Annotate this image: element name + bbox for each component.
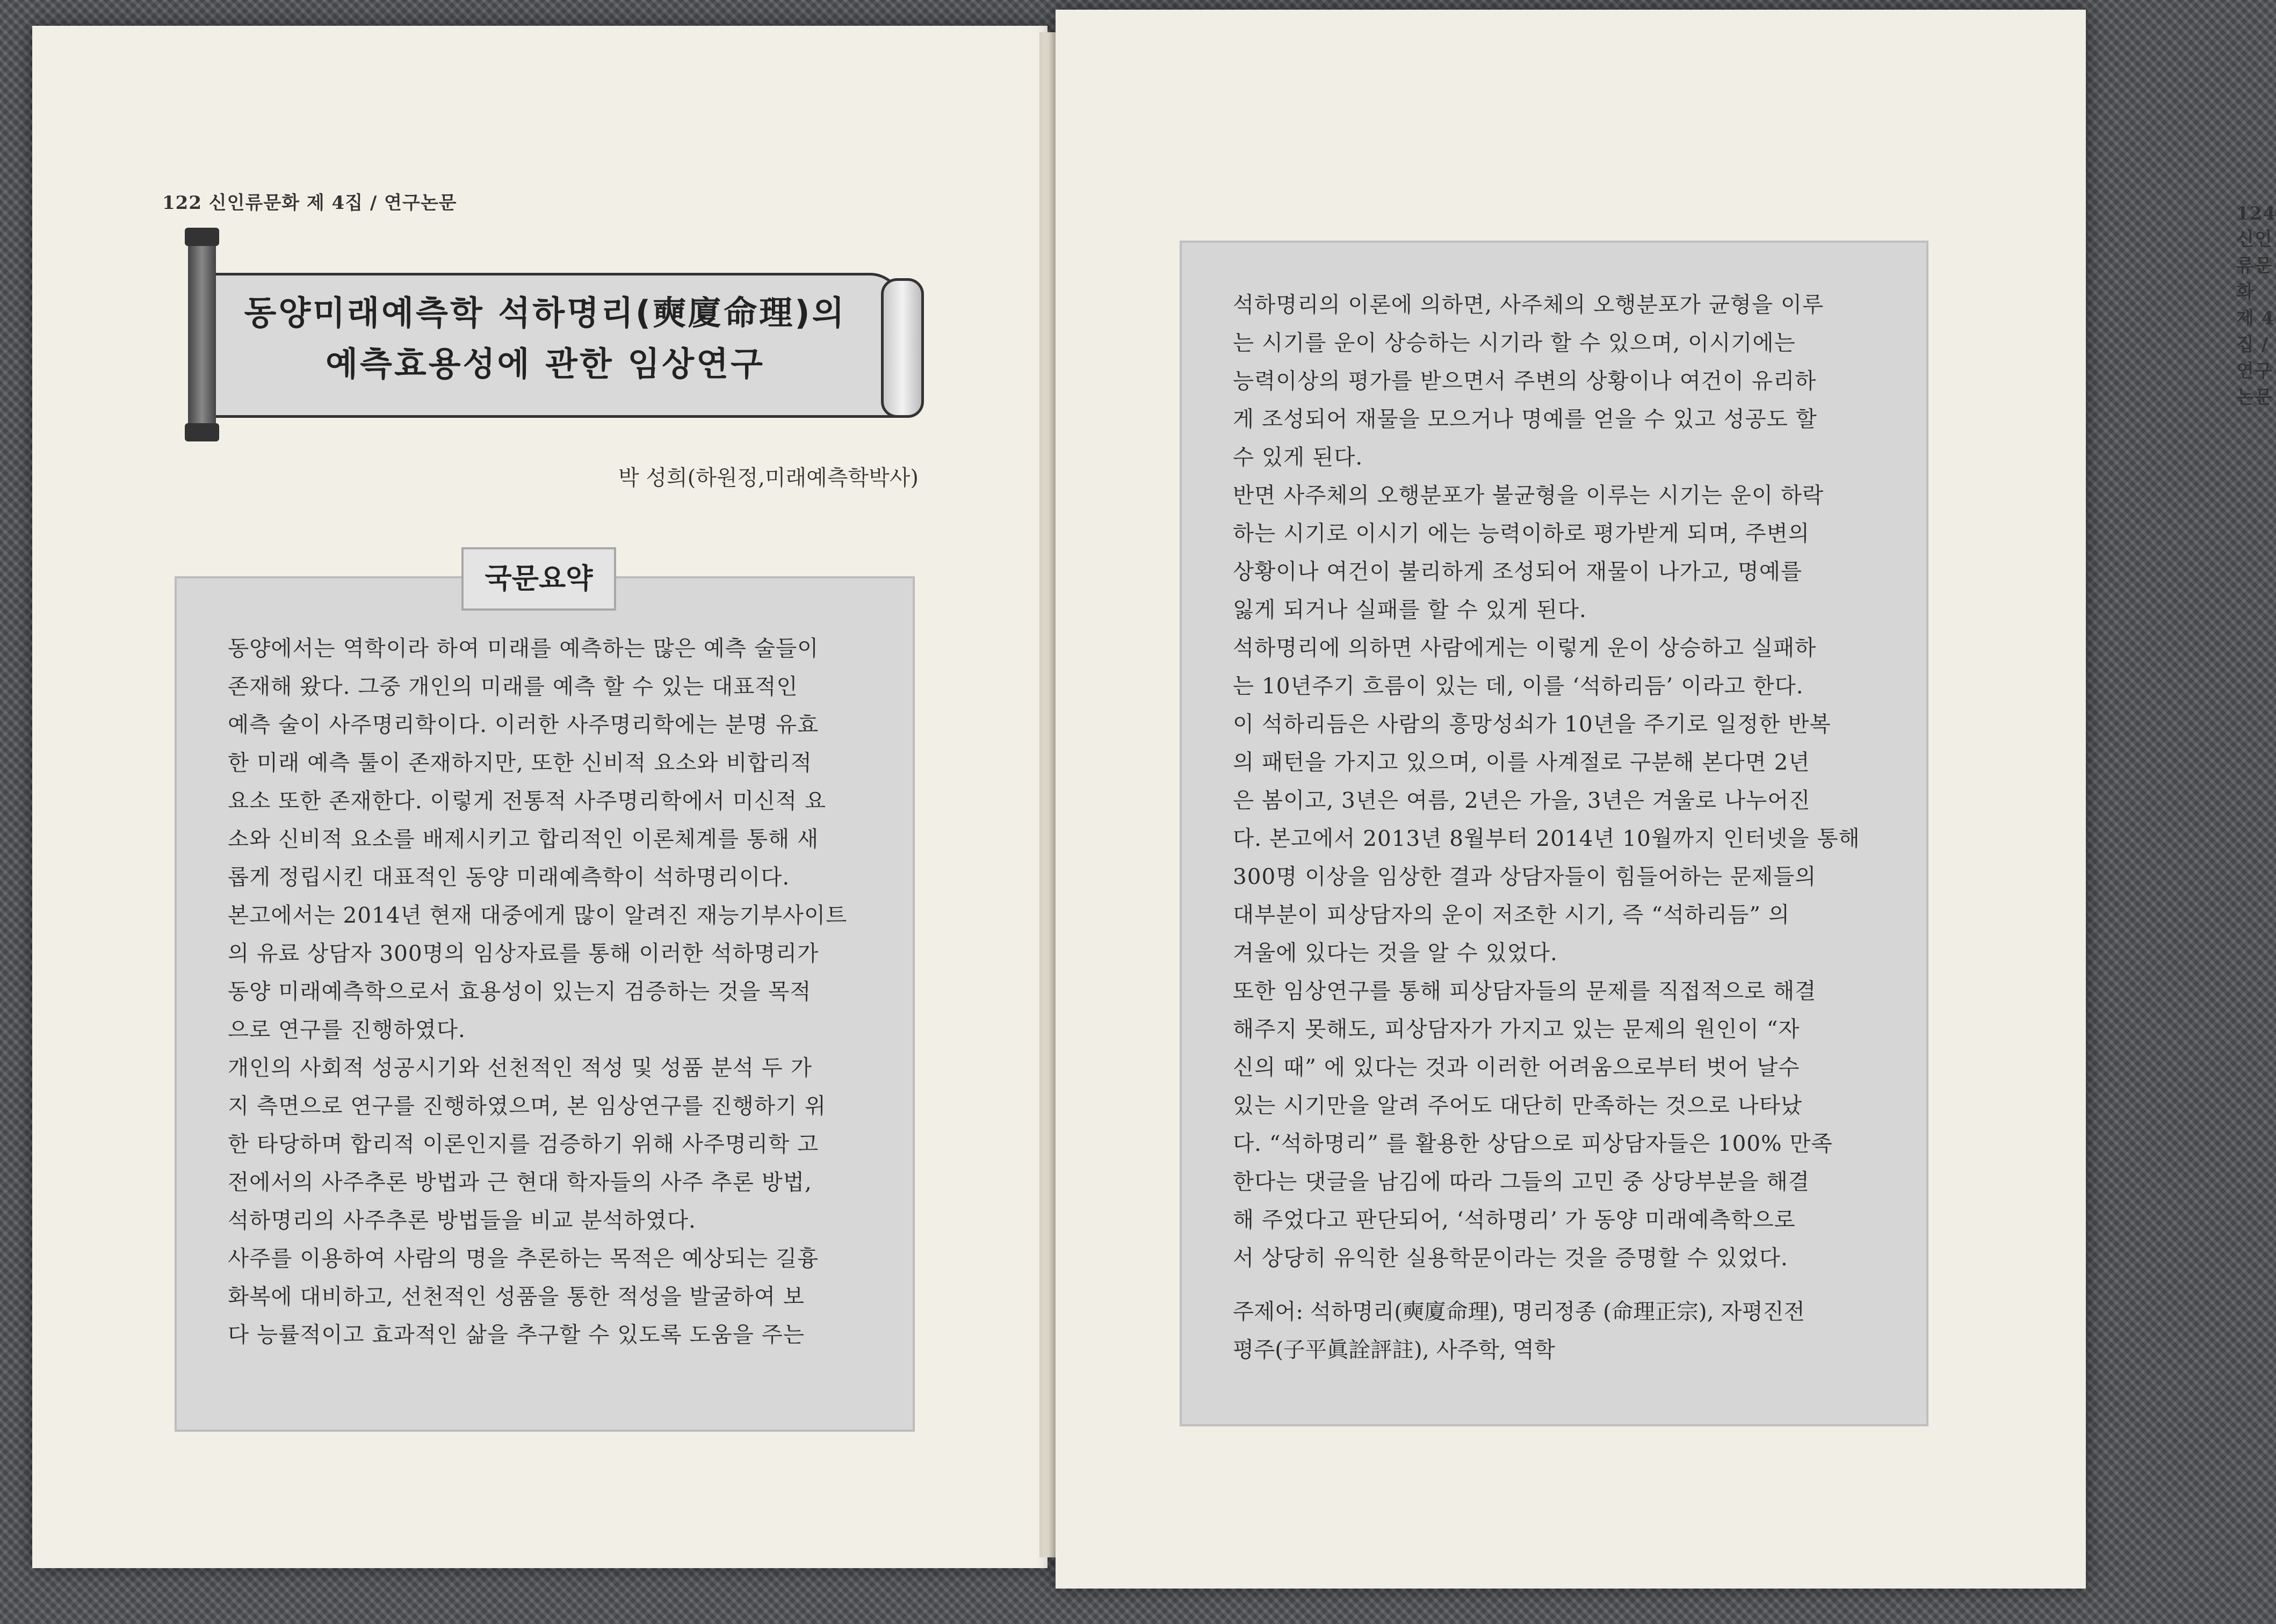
running-head: 124 신인류문화 제 4집 / 연구논문 <box>2236 203 2276 408</box>
text-line: 한다는 댓글을 남김에 따라 그들의 고민 중 상당부분을 해결 <box>1233 1169 1810 1194</box>
text-line: 한 미래 예측 툴이 존재하지만, 또한 신비적 요소와 비합리적 <box>228 750 812 775</box>
text-line: 롭게 정립시킨 대표적인 동양 미래예측학이 석하명리이다. <box>228 864 790 890</box>
abstract-continued-box <box>1180 241 1928 1426</box>
text-line: 전에서의 사주추론 방법과 근 현대 학자들의 사주 추론 방법, <box>228 1169 812 1195</box>
scroll-rod-icon <box>188 230 216 439</box>
text-line: 게 조성되어 재물을 모으거나 명예를 얻을 수 있고 성공도 할 <box>1233 406 1817 432</box>
text-line: 다. “석하명리” 를 활용한 상담으로 피상담자들은 100% 만족 <box>1233 1130 1833 1156</box>
right-page <box>1056 10 2276 1589</box>
keywords-line: 주제어: 석하명리(奭廈命理), 명리정종 (命理正宗), 자평진전 <box>1233 1299 1805 1324</box>
text-line: 의 패턴을 가지고 있으며, 이를 사계절로 구분해 본다면 2년 <box>1233 749 1810 775</box>
text-line: 또한 임상연구를 통해 피상담자들의 문제를 직접적으로 해결 <box>1233 978 1817 1004</box>
abstract-continued-text <box>1233 286 1877 1277</box>
text-line: 반면 사주체의 오행분포가 불균형을 이루는 시기는 운이 하락 <box>1233 482 1824 508</box>
scroll-roll-icon <box>881 278 924 418</box>
text-line: 서 상당히 유익한 실용학문이라는 것을 증명할 수 있었다. <box>1233 1245 1788 1271</box>
text-line: 동양에서는 역학이라 하여 미래를 예측하는 많은 예측 술들이 <box>228 635 819 661</box>
text-line: 다 능률적이고 효과적인 삶을 추구할 수 있도록 도움을 주는 <box>228 1322 805 1347</box>
text-line: 하는 시기로 이시기 에는 능력이하로 평가받게 되며, 주변의 <box>1233 520 1810 546</box>
text-line: 소와 신비적 요소를 배제시키고 합리적인 이론체계를 통해 새 <box>228 826 819 852</box>
abstract-text <box>228 629 878 1354</box>
text-line: 예측 술이 사주명리학이다. 이러한 사주명리학에는 분명 유효 <box>228 712 819 737</box>
text-line: 은 봄이고, 3년은 여름, 2년은 가을, 3년은 겨울로 나누어진 <box>1233 787 1811 813</box>
paper-title-line1: 동양미래예측학 석하명리(奭廈命理)의 <box>244 293 847 332</box>
text-line: 본고에서는 2014년 현재 대중에게 많이 알려진 재능기부사이트 <box>228 902 848 928</box>
text-line: 사주를 이용하여 사람의 명을 추론하는 목적은 예상되는 길흉 <box>228 1245 819 1271</box>
left-page <box>32 26 1047 1568</box>
abstract-heading: 국문요약 <box>461 547 616 611</box>
text-line: 는 시기를 운이 상승하는 시기라 할 수 있으며, 이시기에는 <box>1233 330 1796 356</box>
text-line: 으로 연구를 진행하였다. <box>228 1017 466 1042</box>
text-line: 는 10년주기 흐름이 있는 데, 이를 ‘석하리듬’ 이라고 한다. <box>1233 673 1804 699</box>
text-line: 석하명리에 의하면 사람에게는 이렇게 운이 상승하고 실패하 <box>1233 635 1817 661</box>
keywords-line: 평주(子平眞詮評註), 사주학, 역학 <box>1233 1337 1555 1362</box>
text-line: 해주지 못해도, 피상담자가 가지고 있는 문제의 원인이 “자 <box>1233 1016 1800 1042</box>
text-line: 대부분이 피상담자의 운이 저조한 시기, 즉 “석하리듬” 의 <box>1233 902 1790 927</box>
text-line: 능력이상의 평가를 받으면서 주변의 상황이나 여건이 유리하 <box>1233 368 1817 394</box>
text-line: 석하명리의 사주추론 방법들을 비교 분석하였다. <box>228 1207 696 1233</box>
text-line: 존재해 왔다. 그중 개인의 미래를 예측 할 수 있는 대표적인 <box>228 673 798 699</box>
text-line: 개인의 사회적 성공시기와 선천적인 적성 및 성품 분석 두 가 <box>228 1055 812 1081</box>
keywords <box>1233 1293 1888 1369</box>
text-line: 신의 때” 에 있다는 것과 이러한 어려움으로부터 벗어 날수 <box>1233 1054 1800 1080</box>
text-line: 다. 본고에서 2013년 8월부터 2014년 10월까지 인터넷을 통해 <box>1233 825 1860 851</box>
text-line: 화복에 대비하고, 선천적인 성품을 통한 적성을 발굴하여 보 <box>228 1284 805 1309</box>
author-line: 박 성희(하원정,미래예측학박사) <box>618 466 919 490</box>
text-line: 지 측면으로 연구를 진행하였으며, 본 임상연구를 진행하기 위 <box>228 1093 827 1119</box>
text-line: 있는 시기만을 알려 주어도 대단히 만족하는 것으로 나타났 <box>1233 1092 1803 1118</box>
text-line: 해 주었다고 판단되어, ‘석하명리’ 가 동양 미래예측학으로 <box>1233 1207 1796 1233</box>
text-line: 수 있게 된다. <box>1233 444 1363 470</box>
text-line: 동양 미래예측학으로서 효용성이 있는지 검증하는 것을 목적 <box>228 978 812 1004</box>
text-line: 한 타당하며 합리적 이론인지를 검증하기 위해 사주명리학 고 <box>228 1131 819 1157</box>
text-line: 상황이나 여건이 불리하게 조성되어 재물이 나가고, 명예를 <box>1233 559 1803 584</box>
text-line: 300명 이상을 임상한 결과 상담자들이 힘들어하는 문제들의 <box>1233 864 1817 889</box>
title-banner <box>193 230 924 445</box>
text-line: 요소 또한 존재한다. 이렇게 전통적 사주명리학에서 미신적 요 <box>228 788 827 814</box>
text-line: 의 유료 상담자 300명의 임상자료를 통해 이러한 석하명리가 <box>228 940 819 966</box>
abstract-box <box>175 563 915 1432</box>
running-head: 122 신인류문화 제 4집 / 연구논문 <box>162 192 457 214</box>
text-line: 석하명리의 이론에 의하면, 사주체의 오행분포가 균형을 이루 <box>1233 292 1824 317</box>
text-line: 겨울에 있다는 것을 알 수 있었다. <box>1233 940 1558 966</box>
text-line: 잃게 되거나 실패를 할 수 있게 된다. <box>1233 597 1587 622</box>
text-line: 이 석하리듬은 사람의 흥망성쇠가 10년을 주기로 일정한 반복 <box>1233 711 1831 737</box>
paper-title-line2: 예측효용성에 관한 임상연구 <box>326 344 765 383</box>
